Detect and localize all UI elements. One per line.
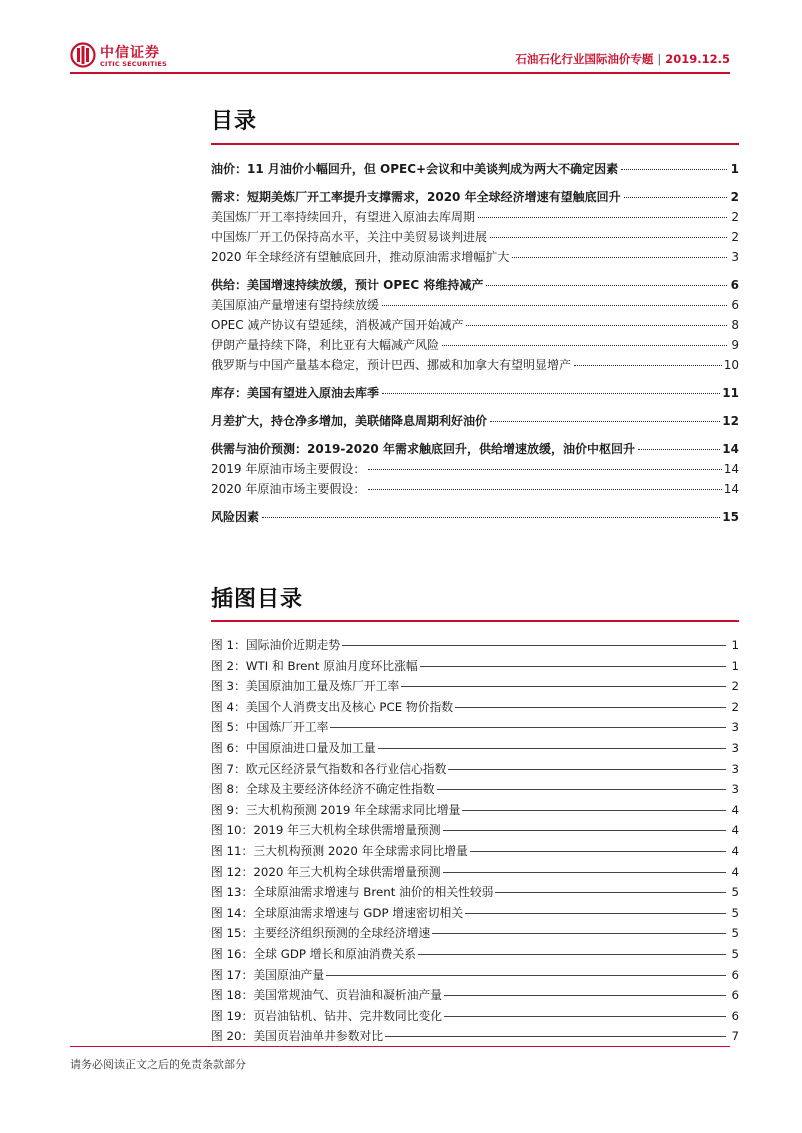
figure-leader-line [443, 872, 727, 873]
toc-dot-leader [368, 469, 721, 470]
figure-entry-page: 2 [731, 699, 739, 714]
figure-entry[interactable] [211, 636, 739, 657]
toc-entry-text: 美国炼厂开工率持续回升，有望进入原油去库周期 [211, 210, 476, 224]
toc-entry-text: 供给：美国增速持续放缓，预计 OPEC 将维持减产 [211, 278, 484, 292]
figure-entry-page: 5 [731, 946, 739, 961]
figure-entry-page: 2 [731, 679, 739, 694]
toc-dot-leader [466, 325, 727, 326]
toc-entry[interactable] [211, 412, 739, 432]
toc-entry-text: 2020 年全球经济有望触底回升，推动原油需求增幅扩大 [211, 250, 510, 264]
figure-entry-text: 图 5：中国炼厂开工率 [211, 720, 329, 735]
figure-entry[interactable] [211, 698, 739, 719]
figure-entry-page: 7 [731, 1029, 739, 1044]
toc-entry-page: 14 [723, 482, 739, 496]
toc-entry-page: 11 [722, 386, 739, 400]
toc-entry-text: OPEC 减产协议有望延续，消极减产国开始减产 [211, 318, 464, 332]
figure-leader-line [418, 954, 726, 955]
figure-entry[interactable] [211, 883, 739, 904]
footer-disclaimer: 请务必阅读正文之后的免责条款部分 [70, 1058, 246, 1071]
figure-leader-line [448, 769, 726, 770]
figure-leader-line [437, 789, 726, 790]
figure-entry-text: 图 9：三大机构预测 2019 年全球需求同比增量 [211, 802, 461, 817]
figure-entry-page: 3 [731, 782, 739, 797]
figure-entry-text: 图 19：页岩油钻机、钻井、完井数同比变化 [211, 1008, 443, 1023]
toc-entry[interactable] [211, 480, 739, 500]
figure-entry[interactable] [211, 924, 739, 945]
figure-leader-line [342, 645, 726, 646]
toc-dot-leader [382, 393, 720, 394]
toc-entry[interactable] [211, 228, 739, 248]
figure-entry[interactable] [211, 986, 739, 1007]
figure-entry-text: 图 17：美国原油产量 [211, 967, 325, 982]
toc-entry-page: 12 [722, 414, 739, 428]
toc-title: 目录 [211, 109, 258, 134]
toc-dot-leader [368, 489, 721, 490]
toc-entry[interactable] [211, 160, 739, 180]
toc-entry-page: 6 [730, 278, 739, 292]
figure-entry-page: 4 [731, 823, 739, 838]
toc-entry-page: 10 [723, 358, 739, 372]
toc-dot-leader [621, 169, 727, 170]
figure-leader-line [378, 748, 726, 749]
figure-entry[interactable] [211, 1007, 739, 1028]
header-divider [70, 72, 730, 74]
figure-entry-text: 图 1：国际油价近期走势 [211, 638, 341, 652]
figure-leader-line [462, 810, 726, 811]
toc-dot-leader [486, 285, 727, 286]
toc-entry-page: 2 [730, 190, 739, 204]
figure-entry-page: 6 [731, 988, 739, 1003]
figure-leader-line [443, 830, 727, 831]
figure-entry-text: 图 6：中国原油进口量及加工量 [211, 740, 376, 755]
figure-entry[interactable] [211, 801, 739, 822]
figure-entry-text: 图 20：美国页岩油单井参数对比 [211, 1029, 384, 1044]
figure-leader-line [330, 727, 726, 728]
citic-logo-icon [70, 42, 96, 68]
figure-entry-page: 6 [731, 1008, 739, 1023]
table-of-contents [211, 160, 739, 528]
figure-leader-line [444, 995, 726, 996]
toc-dot-leader [382, 305, 727, 306]
figure-entry[interactable] [211, 904, 739, 925]
toc-entry-page: 2 [731, 210, 739, 224]
figure-entry-text: 图 12：2020 年三大机构全球供需增量预测 [211, 864, 441, 879]
figure-entry-page: 1 [731, 638, 739, 652]
figure-entry-text: 图 4：美国个人消费支出及核心 PCE 物价指数 [211, 699, 454, 714]
toc-entry-text: 俄罗斯与中国产量基本稳定，预计巴西、挪威和加拿大有望明显增产 [211, 358, 572, 372]
figure-entry[interactable] [211, 842, 739, 863]
figure-entry-page: 4 [731, 864, 739, 879]
toc-entry[interactable] [211, 460, 739, 480]
toc-entry-page: 14 [722, 442, 739, 456]
figure-entry-page: 3 [731, 761, 739, 776]
header-separator: | [657, 52, 662, 66]
figure-entry-text: 图 16：全球 GDP 增长和原油消费关系 [211, 946, 416, 961]
logo-chinese-name: 中信证券 [100, 45, 160, 61]
toc-entry-text: 2020 年原油市场主要假设： [211, 482, 366, 496]
figure-entry-page: 6 [731, 967, 739, 982]
toc-dot-leader [638, 449, 720, 450]
toc-dot-leader [442, 345, 727, 346]
figure-leader-line [326, 975, 726, 976]
toc-entry-page: 9 [731, 338, 739, 352]
figure-leader-line [420, 666, 726, 667]
toc-entry[interactable] [211, 508, 739, 528]
figure-entry[interactable] [211, 760, 739, 781]
figure-entry[interactable] [211, 780, 739, 801]
figure-entry-page: 4 [731, 843, 739, 858]
figure-entry-text: 图 13：全球原油需求增速与 Brent 油价的相关性较弱 [211, 885, 494, 900]
toc-dot-leader [574, 365, 722, 366]
figure-leader-line [401, 686, 726, 687]
figure-entry-page: 4 [731, 802, 739, 817]
figure-entry-text: 图 11：三大机构预测 2020 年全球需求同比增量 [211, 843, 468, 858]
figure-list [211, 636, 739, 1048]
footer-divider [70, 1046, 730, 1047]
figure-entry[interactable] [211, 739, 739, 760]
figure-leader-line [470, 851, 726, 852]
toc-entry[interactable] [211, 248, 739, 268]
figure-entry-page: 1 [731, 658, 739, 673]
figure-entry[interactable] [211, 677, 739, 698]
toc-entry[interactable] [211, 276, 739, 296]
toc-dot-leader [490, 421, 720, 422]
figure-entry[interactable] [211, 657, 739, 678]
toc-entry-page: 15 [722, 510, 739, 524]
report-title: 石油石化行业国际油价专题 [515, 52, 654, 66]
toc-entry[interactable] [211, 208, 739, 228]
toc-entry-text: 伊朗产量持续下降，利比亚有大幅减产风险 [211, 338, 440, 352]
toc-dot-leader [624, 197, 727, 198]
figure-leader-line [444, 1016, 726, 1017]
figure-entry-text: 图 18：美国常规油气、页岩油和凝析油产量 [211, 988, 443, 1003]
toc-entry[interactable] [211, 440, 739, 460]
figure-entry-page: 3 [731, 720, 739, 735]
figure-entry-page: 5 [731, 885, 739, 900]
figure-entry[interactable] [211, 966, 739, 987]
figure-entry-text: 图 14：全球原油需求增速与 GDP 增速密切相关 [211, 905, 464, 920]
figure-entry[interactable] [211, 1027, 739, 1048]
toc-entry[interactable] [211, 384, 739, 404]
toc-entry-page: 2 [731, 230, 739, 244]
citic-logo [70, 42, 180, 72]
toc-entry-text: 美国原油产量增速有望持续放缓 [211, 298, 380, 312]
toc-entry-text: 需求：短期美炼厂开工率提升支撑需求，2020 年全球经济增速有望触底回升 [211, 190, 621, 204]
figure-entry-text: 图 10：2019 年三大机构全球供需增量预测 [211, 823, 441, 838]
figure-entry-text: 图 2：WTI 和 Brent 原油月度环比涨幅 [211, 658, 418, 673]
figure-entry-page: 3 [731, 740, 739, 755]
toc-entry-page: 8 [731, 318, 739, 332]
toc-entry-text: 风险因素 [211, 510, 260, 524]
logo-english-name: CITIC SECURITIES [100, 60, 167, 68]
toc-entry-text: 中国炼厂开工仍保持高水平，关注中美贸易谈判进展 [211, 230, 488, 244]
toc-dot-leader [478, 217, 727, 218]
report-date: 2019.12.5 [665, 52, 730, 66]
figures-title: 插图目录 [211, 587, 304, 612]
toc-entry-page: 14 [723, 462, 739, 476]
figure-entry-text: 图 8：全球及主要经济体经济不确定性指数 [211, 782, 435, 797]
toc-entry-text: 供需与油价预测：2019-2020 年需求触底回升，供给增速放缓，油价中枢回升 [211, 442, 635, 456]
figure-entry[interactable] [211, 821, 739, 842]
figure-entry[interactable] [211, 945, 739, 966]
figure-leader-line [432, 933, 726, 934]
figures-title-rule [211, 620, 739, 622]
figure-leader-line [465, 913, 726, 914]
figure-entry-page: 5 [731, 926, 739, 941]
toc-entry-text: 2019 年原油市场主要假设： [211, 462, 366, 476]
toc-entry[interactable] [211, 336, 739, 356]
toc-title-rule [211, 143, 739, 145]
figure-entry-text: 图 7：欧元区经济景气指数和各行业信心指数 [211, 761, 447, 776]
figure-leader-line [385, 1036, 726, 1037]
figure-leader-line [495, 892, 726, 893]
page-header [0, 0, 802, 76]
figure-entry-text: 图 3：美国原油加工量及炼厂开工率 [211, 679, 400, 694]
toc-entry-page: 3 [731, 250, 739, 264]
toc-entry-page: 6 [731, 298, 739, 312]
toc-entry-text: 油价：11 月油价小幅回升，但 OPEC+会议和中美谈判成为两大不确定因素 [211, 162, 619, 176]
figure-entry-page: 5 [731, 905, 739, 920]
toc-dot-leader [512, 257, 727, 258]
toc-entry[interactable] [211, 356, 739, 376]
toc-entry-text: 库存：美国有望进入原油去库季 [211, 386, 380, 400]
figure-leader-line [455, 707, 726, 708]
toc-dot-leader [262, 517, 720, 518]
figure-entry[interactable] [211, 718, 739, 739]
toc-entry[interactable] [211, 188, 739, 208]
toc-dot-leader [490, 237, 727, 238]
report-header-info [515, 51, 730, 67]
toc-entry[interactable] [211, 316, 739, 336]
figure-entry-text: 图 15：主要经济组织预测的全球经济增速 [211, 926, 431, 941]
toc-entry-page: 1 [730, 162, 739, 176]
toc-entry[interactable] [211, 296, 739, 316]
toc-entry-text: 月差扩大，持仓净多增加，美联储降息周期利好油价 [211, 414, 488, 428]
figure-entry[interactable] [211, 863, 739, 884]
